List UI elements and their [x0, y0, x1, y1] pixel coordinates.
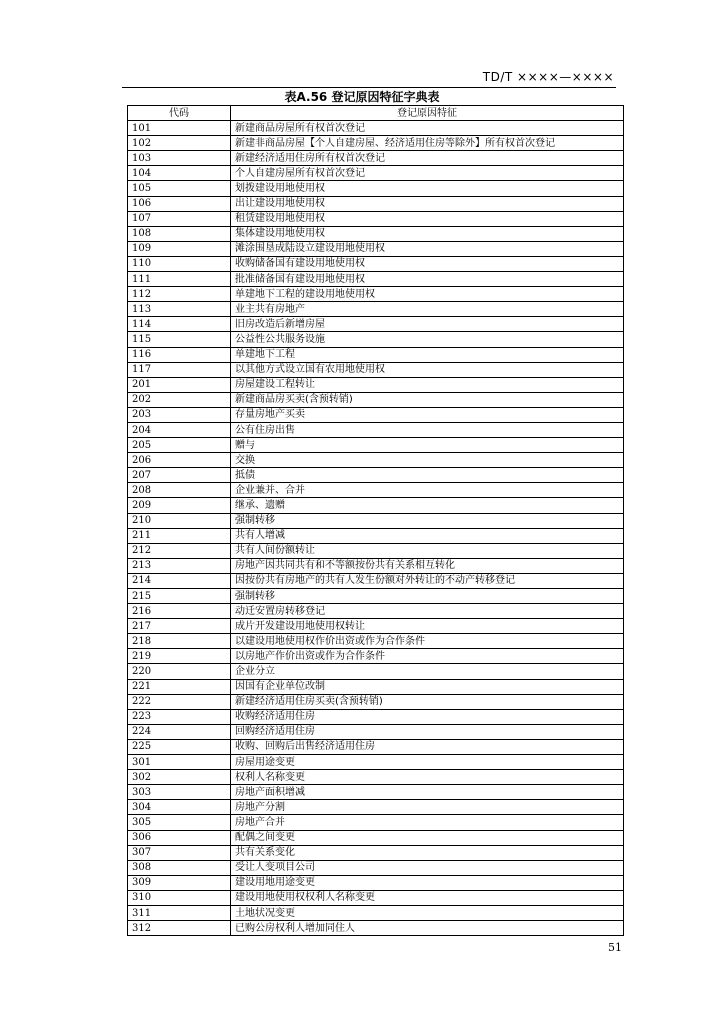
- table-row: [128, 694, 624, 709]
- code-cell: 103: [128, 151, 231, 166]
- reason-cell: 新建商品房屋所有权首次登记: [231, 121, 624, 136]
- reason-cell: 强制转移: [231, 513, 624, 528]
- reason-cell: 因国有企业单位改制: [231, 679, 624, 694]
- reason-cell: 赠与: [231, 438, 624, 453]
- table-row: [128, 770, 624, 785]
- table-header: [128, 106, 624, 121]
- code-cell: 220: [128, 664, 231, 679]
- table-row: [128, 845, 624, 860]
- code-cell: 116: [128, 347, 231, 362]
- reason-cell: 房地产面积增减: [231, 785, 624, 800]
- table-row: [128, 890, 624, 905]
- code-cell: 215: [128, 589, 231, 604]
- code-cell: 109: [128, 241, 231, 256]
- code-cell: 312: [128, 921, 231, 936]
- reason-cell: 交换: [231, 453, 624, 468]
- table-row: [128, 453, 624, 468]
- reason-cell: 新建非商品房屋【个人自建房屋、经济适用住房等除外】所有权首次登记: [231, 136, 624, 151]
- reason-cell: 动迁安置房转移登记: [231, 604, 624, 619]
- table-row: [128, 151, 624, 166]
- column-header-code: 代码: [128, 106, 231, 121]
- reason-cell: 房地产合并: [231, 815, 624, 830]
- code-cell: 302: [128, 770, 231, 785]
- table-row: [128, 543, 624, 558]
- table-row: [128, 302, 624, 317]
- table-body: [128, 121, 624, 936]
- reason-cell: 以其他方式设立国有农用地使用权: [231, 362, 624, 377]
- reason-cell: 已购公房权利人增加同住人: [231, 921, 624, 936]
- code-cell: 207: [128, 468, 231, 483]
- table-title: 表A.56 登记原因特征字典表: [284, 90, 440, 104]
- reason-cell: 共有关系变化: [231, 845, 624, 860]
- table-row: [128, 422, 624, 437]
- code-cell: 303: [128, 785, 231, 800]
- reason-cell: 共有人间份额转让: [231, 543, 624, 558]
- code-cell: 311: [128, 905, 231, 920]
- code-cell: 224: [128, 724, 231, 739]
- table-row: [128, 739, 624, 754]
- code-cell: 117: [128, 362, 231, 377]
- reason-cell: 企业分立: [231, 664, 624, 679]
- code-cell: 219: [128, 649, 231, 664]
- table-row: [128, 709, 624, 724]
- code-cell: 205: [128, 438, 231, 453]
- table-row: [128, 181, 624, 196]
- code-cell: 114: [128, 317, 231, 332]
- table-row: [128, 513, 624, 528]
- table-row: [128, 634, 624, 649]
- reason-cell: 旧房改造后新增房屋: [231, 317, 624, 332]
- code-cell: 210: [128, 513, 231, 528]
- table-row: [128, 860, 624, 875]
- reason-cell: 出让建设用地使用权: [231, 196, 624, 211]
- reason-cell: 强制转移: [231, 589, 624, 604]
- reason-cell: 房地产因共同共有和不等额按份共有关系相互转化: [231, 558, 624, 573]
- code-cell: 307: [128, 845, 231, 860]
- code-cell: 105: [128, 181, 231, 196]
- table-row: [128, 332, 624, 347]
- table-row: [128, 392, 624, 407]
- reason-cell: 公益性公共服务设施: [231, 332, 624, 347]
- code-cell: 206: [128, 453, 231, 468]
- reason-cell: 划拨建设用地使用权: [231, 181, 624, 196]
- table-row: [128, 800, 624, 815]
- table-row: [128, 664, 624, 679]
- code-cell: 221: [128, 679, 231, 694]
- reason-cell: 因按份共有房地产的共有人发生份额对外转让的不动产转移登记: [231, 573, 624, 588]
- table-row: [128, 438, 624, 453]
- table-row: [128, 785, 624, 800]
- code-cell: 309: [128, 875, 231, 890]
- reason-cell: 个人自建房屋所有权首次登记: [231, 166, 624, 181]
- code-cell: 113: [128, 302, 231, 317]
- reason-cell: 建设用地用途变更: [231, 875, 624, 890]
- code-cell: 222: [128, 694, 231, 709]
- table-row: [128, 558, 624, 573]
- reason-cell: 以房地产作价出资或作为合作条件: [231, 649, 624, 664]
- code-cell: 111: [128, 272, 231, 287]
- code-cell: 209: [128, 498, 231, 513]
- table-row: [128, 136, 624, 151]
- code-cell: 201: [128, 377, 231, 392]
- table-row: [128, 211, 624, 226]
- code-cell: 101: [128, 121, 231, 136]
- table-row: [128, 166, 624, 181]
- standard-code-header: TD/T ××××—××××: [482, 70, 614, 84]
- table-row: [128, 679, 624, 694]
- table-row: [128, 272, 624, 287]
- table-row: [128, 121, 624, 136]
- code-cell: 110: [128, 256, 231, 271]
- code-cell: 305: [128, 815, 231, 830]
- reason-cell: 存量房地产买卖: [231, 407, 624, 422]
- reason-cell: 租赁建设用地使用权: [231, 211, 624, 226]
- table-row: [128, 921, 624, 936]
- reason-cell: 土地状况变更: [231, 905, 624, 920]
- code-cell: 310: [128, 890, 231, 905]
- code-cell: 216: [128, 604, 231, 619]
- table-row: [128, 589, 624, 604]
- code-cell: 203: [128, 407, 231, 422]
- code-cell: 214: [128, 573, 231, 588]
- reason-cell: 以建设用地使用权作价出资或作为合作条件: [231, 634, 624, 649]
- code-cell: 204: [128, 422, 231, 437]
- reason-cell: 新建商品房买卖(含预转销): [231, 392, 624, 407]
- reason-cell: 房屋建设工程转让: [231, 377, 624, 392]
- code-cell: 106: [128, 196, 231, 211]
- table-row: [128, 528, 624, 543]
- reason-cell: 集体建设用地使用权: [231, 226, 624, 241]
- header-row: [128, 106, 624, 121]
- reason-cell: 收购储备国有建设用地使用权: [231, 256, 624, 271]
- table-row: [128, 362, 624, 377]
- code-cell: 211: [128, 528, 231, 543]
- code-cell: 115: [128, 332, 231, 347]
- reason-cell: 公有住房出售: [231, 422, 624, 437]
- code-cell: 301: [128, 755, 231, 770]
- table-row: [128, 830, 624, 845]
- reason-cell: 新建经济适用住房买卖(含预转销): [231, 694, 624, 709]
- registration-reason-dictionary-table: [127, 105, 624, 936]
- code-cell: 112: [128, 287, 231, 302]
- table-row: [128, 196, 624, 211]
- page-number: 51: [608, 941, 622, 954]
- code-cell: 208: [128, 483, 231, 498]
- table-row: [128, 498, 624, 513]
- table-row: [128, 377, 624, 392]
- reason-cell: 受让人变项目公司: [231, 860, 624, 875]
- code-cell: 304: [128, 800, 231, 815]
- table-row: [128, 226, 624, 241]
- reason-cell: 单建地下工程: [231, 347, 624, 362]
- table-row: [128, 649, 624, 664]
- reason-cell: 回购经济适用住房: [231, 724, 624, 739]
- code-cell: 107: [128, 211, 231, 226]
- table-row: [128, 317, 624, 332]
- table-row: [128, 287, 624, 302]
- reason-cell: 权利人名称变更: [231, 770, 624, 785]
- table-row: [128, 905, 624, 920]
- code-cell: 218: [128, 634, 231, 649]
- table-row: [128, 604, 624, 619]
- table-row: [128, 241, 624, 256]
- reason-cell: 配偶之间变更: [231, 830, 624, 845]
- reason-cell: 共有人增减: [231, 528, 624, 543]
- reason-cell: 房地产分割: [231, 800, 624, 815]
- code-cell: 102: [128, 136, 231, 151]
- reason-cell: 成片开发建设用地使用权转让: [231, 619, 624, 634]
- table-row: [128, 347, 624, 362]
- code-cell: 308: [128, 860, 231, 875]
- code-cell: 212: [128, 543, 231, 558]
- code-cell: 202: [128, 392, 231, 407]
- table-row: [128, 619, 624, 634]
- code-cell: 213: [128, 558, 231, 573]
- table-row: [128, 724, 624, 739]
- table-row: [128, 256, 624, 271]
- table-row: [128, 815, 624, 830]
- reason-cell: 滩涂围垦成陆设立建设用地使用权: [231, 241, 624, 256]
- reason-cell: 抵债: [231, 468, 624, 483]
- table-row: [128, 875, 624, 890]
- table-row: [128, 483, 624, 498]
- code-cell: 104: [128, 166, 231, 181]
- code-cell: 306: [128, 830, 231, 845]
- table-row: [128, 468, 624, 483]
- reason-cell: 收购经济适用住房: [231, 709, 624, 724]
- column-header-reason: 登记原因特征: [231, 106, 624, 121]
- table-row: [128, 407, 624, 422]
- reason-cell: 企业兼并、合并: [231, 483, 624, 498]
- reason-cell: 建设用地使用权权利人名称变更: [231, 890, 624, 905]
- code-cell: 108: [128, 226, 231, 241]
- table-row: [128, 755, 624, 770]
- reason-cell: 批准储备国有建设用地使用权: [231, 272, 624, 287]
- code-cell: 217: [128, 619, 231, 634]
- reason-cell: 房屋用途变更: [231, 755, 624, 770]
- code-cell: 223: [128, 709, 231, 724]
- reason-cell: 新建经济适用住房所有权首次登记: [231, 151, 624, 166]
- reason-cell: 单建地下工程的建设用地使用权: [231, 287, 624, 302]
- code-cell: 225: [128, 739, 231, 754]
- reason-cell: 收购、回购后出售经济适用住房: [231, 739, 624, 754]
- table-row: [128, 573, 624, 588]
- reason-cell: 继承、遗赠: [231, 498, 624, 513]
- reason-cell: 业主共有房地产: [231, 302, 624, 317]
